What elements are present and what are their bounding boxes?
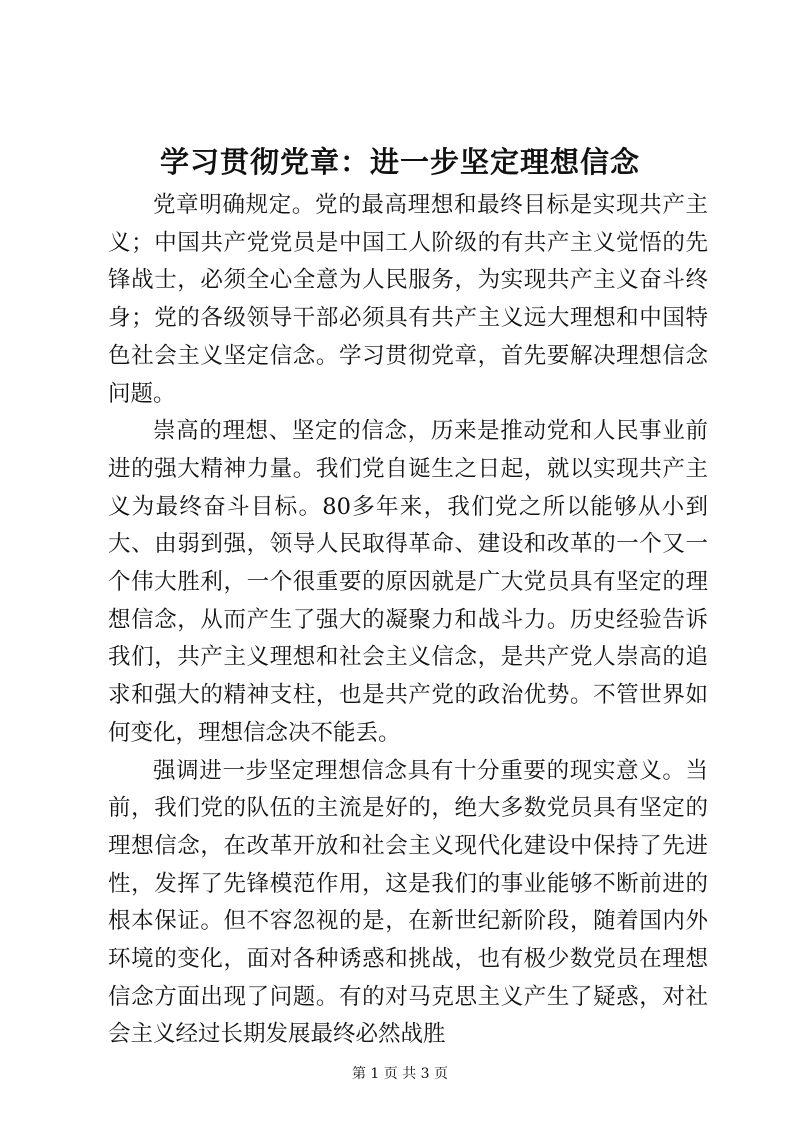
paragraph-1: 党章明确规定。党的最高理想和最终目标是实现共产主义；中国共产党党员是中国工人阶级的有共产主义觉悟的先锋战士，必须全心全意为人民服务，为实现共产主义奋斗终身；党的各级领导干部必须具有共产主义远大理想和中国特色社会主义坚定信念。学习贯彻党章，首先要解决理想信念问题。 bbox=[108, 192, 708, 407]
paragraph-3: 强调进一步坚定理想信念具有十分重要的现实意义。当前，我们党的队伍的主流是好的，绝大多数党员具有坚定的理想信念，在改革开放和社会主义现代化建设中保持了先进性，发挥了先锋模范作用，这是我们的事业能够不断前进的根本保证。但不容忽视的是，在新世纪新阶段，随着国内外环境的变化，面对各种诱惑和挑战，也有极少数党员在理想信念方面出现了问题。有的对马克思主义产生了疑惑，对社会主义经过长期发展最终必然战胜 bbox=[108, 757, 708, 1048]
document-body bbox=[108, 187, 708, 1054]
page-number-footer: 第 1 页 共 3 页 bbox=[351, 1066, 449, 1082]
paragraph-2: 崇高的理想、坚定的信念，历来是推动党和人民事业前进的强大精神力量。我们党自诞生之日起，就以实现共产主义为最终奋斗目标。80多年来，我们党之所以能够从小到大、由弱到强，领导人民取得革命、建设和改革的一个又一个伟大胜利，一个很重要的原因就是广大党员具有坚定的理想信念，从而产生了强大的凝聚力和战斗力。历史经验告诉我们，共产主义理想和社会主义信念，是共产党人崇高的追求和强大的精神支柱，也是共产党的政治优势。不管世界如何变化，理想信念决不能丢。 bbox=[108, 418, 708, 746]
document-title: 学习贯彻党章：进一步坚定理想信念 bbox=[159, 145, 640, 179]
